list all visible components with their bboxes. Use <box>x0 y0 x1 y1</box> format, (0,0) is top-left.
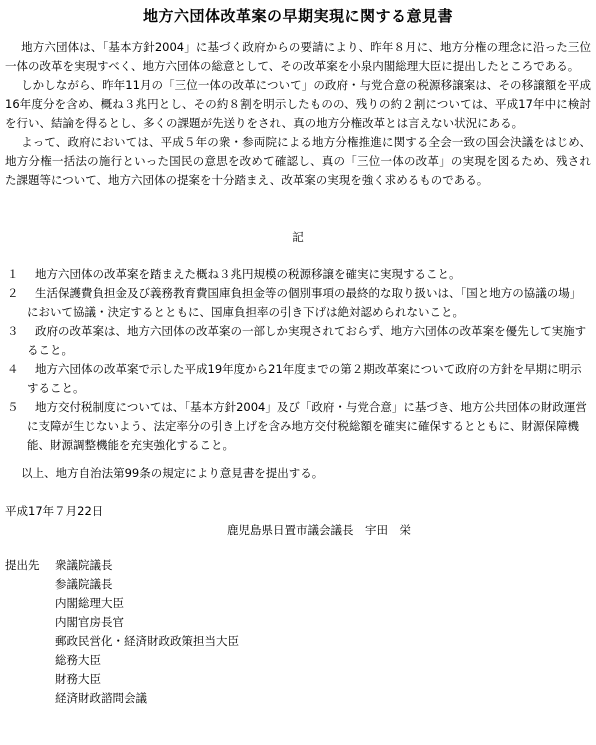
ki-heading: 記 <box>292 230 304 244</box>
request-item-1 <box>5 265 591 284</box>
document <box>5 6 591 708</box>
request-item-2 <box>5 284 591 322</box>
recipient-item: 総務大臣 <box>55 653 101 667</box>
recipient-item: 経済財政諮問会議 <box>55 691 147 705</box>
request-item-number: ２ <box>7 286 19 300</box>
recipient-item: 内閣官房長官 <box>55 615 124 629</box>
request-item-text: 地方交付税制度については、「基本方針2004」及び「政府・与党合意」に基づき、地方公共団体の財政運営に支障が生じないよう、法定率分の引き上げを含み地方交付税総額を確実に確保するとともに、財源保障機能、財源調整機能を充実強化すること。 <box>27 400 587 452</box>
request-item-number: ５ <box>7 400 19 414</box>
recipient-item: 郵政民営化・経済財政政策担当大臣 <box>55 634 239 648</box>
request-item-text: 地方六団体の改革案を踏まえた概ね３兆円規模の税源移譲を確実に実現すること。 <box>35 267 461 281</box>
recipient-item: 財務大臣 <box>55 672 101 686</box>
request-item-5 <box>5 398 591 455</box>
document-title: 地方六団体改革案の早期実現に関する意見書 <box>142 7 453 25</box>
recipient-item: 参議院議長 <box>55 577 113 591</box>
request-item-text: 生活保護費負担金及び義務教育費国庫負担金等の個別事項の最終的な取り扱いは、「国と地方の協議の場」において協議・決定するとともに、国庫負担率の引き下げは絶対認められないこと。 <box>27 286 582 319</box>
recipients-list <box>55 556 239 708</box>
request-item-text: 地方六団体の改革案で示した平成19年度から21年度までの第２期改革案について政府の方針を早期に明示すること。 <box>27 362 582 395</box>
request-item-text: 政府の改革案は、地方六団体の改革案の一部しか実現されておらず、地方六団体の改革案を優先して実施すること。 <box>27 324 587 357</box>
closing-statement: 以上、地方自治法第99条の規定により意見書を提出する。 <box>21 466 324 480</box>
document-date: 平成17年７月22日 <box>5 504 104 518</box>
request-item-3 <box>5 322 591 360</box>
request-item-number: ４ <box>7 362 19 376</box>
recipient-item: 衆議院議長 <box>55 558 113 572</box>
recipient-item: 内閣総理大臣 <box>55 596 124 610</box>
request-list <box>5 265 591 455</box>
recipients-label: 提出先 <box>5 558 40 572</box>
request-item-number: ３ <box>7 324 19 338</box>
request-item-4 <box>5 360 591 398</box>
sender-signature: 鹿児島県日置市議会議長 宇田 栄 <box>227 523 411 537</box>
body-paragraph-3: よって、政府においては、平成５年の衆・参両院による地方分権推進に関する全会一致の国会決議をはじめ、地方分権一括法の施行といった国民の意思を改めて確認し、真の「三位一体の改革」の実現を図るため、残された課題等について、地方六団体の提案を十分踏まえ、改革案の実現を強く求めるものである。 <box>5 135 591 187</box>
request-item-number: １ <box>7 267 19 281</box>
body-paragraph-2: しかしながら、昨年11月の「三位一体の改革について」の政府・与党合意の税源移譲案は、その移譲額を平成16年度分を含め、概ね３兆円とし、その約８割を明示したものの、残りの約２割については、平成17年中に検討を行い、結論を得るとし、多くの課題が先送りをされ、真の地方分権改革とは言えない状況にある。 <box>5 78 591 130</box>
recipients-block <box>5 556 591 708</box>
body-paragraph-1: 地方六団体は、「基本方針2004」に基づく政府からの要請により、昨年８月に、地方分権の理念に沿った三位一体の改革を実現すべく、地方六団体の総意として、その改革案を小泉内閣総理大臣に提出したところである。 <box>5 40 591 73</box>
